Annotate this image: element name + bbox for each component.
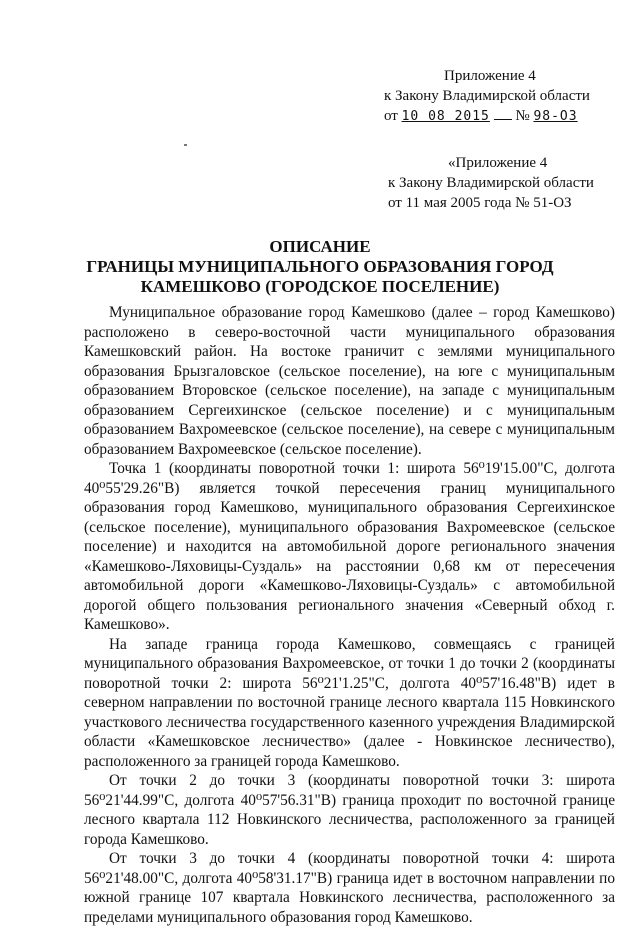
paragraph: Муниципальное образование город Камешково (далее – город Камешково) расположено в северо-восточной части муниципального образования Камешковский район. На востоке граничит с землями муниципального образования Брызгаловское (сельское поселение), на юге с муниципальным образованием Второвское (сельское поселение), на западе с муниципальным образованием Сергеихинское (сельское поселение) и с муниципальным образованием Вахромеевское (сельское поселение), на севере с муниципальным образованием Вахромеевское (сельское поселение).: [84, 304, 615, 458]
quoted-appendix-header: [388, 153, 628, 213]
appendix-number: 98-ОЗ: [533, 109, 578, 124]
paragraph: От точки 3 до точки 4 (координаты поворотной точки 4: широта 56⁰21'48.00"С, долгота 40⁰58'31.17"В) граница идет в восточном направлении по южной границе 107 квартала Новкинского лесничества, расположенного за пределами муниципального образования город Камешково.: [84, 850, 615, 926]
paragraph: Точка 1 (координаты поворотной точки 1: широта 56⁰19'15.00"С, долгота 40⁰55'29.26"В) является точкой пересечения границ муниципального образования город Камешково, муниципального образования Сергеихинское (сельское поселение), муниципального образования Вахромеевское (сельское поселение) и находится на автомобильной дороге регионального значения «Камешково-Ляховицы-Суздаль» на расстоянии 0,68 км от пересечения автомобильной дороги «Камешково-Ляховицы-Суздаль» с автомобильной дорогой общего пользования регионального значения «Северный обход г. Камешково».: [84, 460, 615, 633]
appendix-title: Приложение 4: [444, 68, 536, 84]
quoted-appendix-title: «Приложение 4: [448, 155, 548, 171]
appendix-header: [384, 66, 624, 127]
quoted-appendix-date: от 11 мая 2005 года № 51-ОЗ: [388, 195, 572, 211]
appendix-from: от: [384, 108, 398, 124]
quoted-appendix-law: к Закону Владимирской области: [388, 175, 594, 191]
appendix-law: к Закону Владимирской области: [384, 88, 590, 104]
title-line-2: ГРАНИЦЫ МУНИЦИПАЛЬНОГО ОБРАЗОВАНИЯ ГОРОД: [86, 257, 554, 276]
title-line-1: ОПИСАНИЕ: [269, 237, 371, 256]
appendix-date: 10 08 2015: [401, 109, 490, 124]
scan-speck: [184, 144, 187, 146]
document-body: [84, 303, 615, 927]
paragraph: От точки 2 до точки 3 (координаты поворотной точки 3: широта 56⁰21'44.99"С, долгота 40⁰57'56.31"В) граница проходит по восточной границе лесного квартала 112 Новкинского лесничества, расположенного за границей города Камешково.: [84, 772, 615, 848]
title-line-3: КАМЕШКОВО (ГОРОДСКОЕ ПОСЕЛЕНИЕ): [140, 277, 500, 296]
document-title: [60, 237, 580, 297]
paragraph: На западе граница города Камешково, совмещаясь с границей муниципального образования Вахромеевское, от точки 1 до точки 2 (координаты поворотной точки 2: широта 56⁰21'1.25"С, долгота 40⁰57'16.48"В) идет в северном направлении по восточной границе лесного квартала 115 Новкинского участкового лесничества государственного казенного учреждения Владимирской области «Камешковское лесничество» (далее - Новкинское лесничество), расположенного за границей города Камешково.: [84, 635, 615, 770]
appendix-date-line: [384, 106, 624, 127]
appendix-num-sign: №: [515, 108, 530, 124]
